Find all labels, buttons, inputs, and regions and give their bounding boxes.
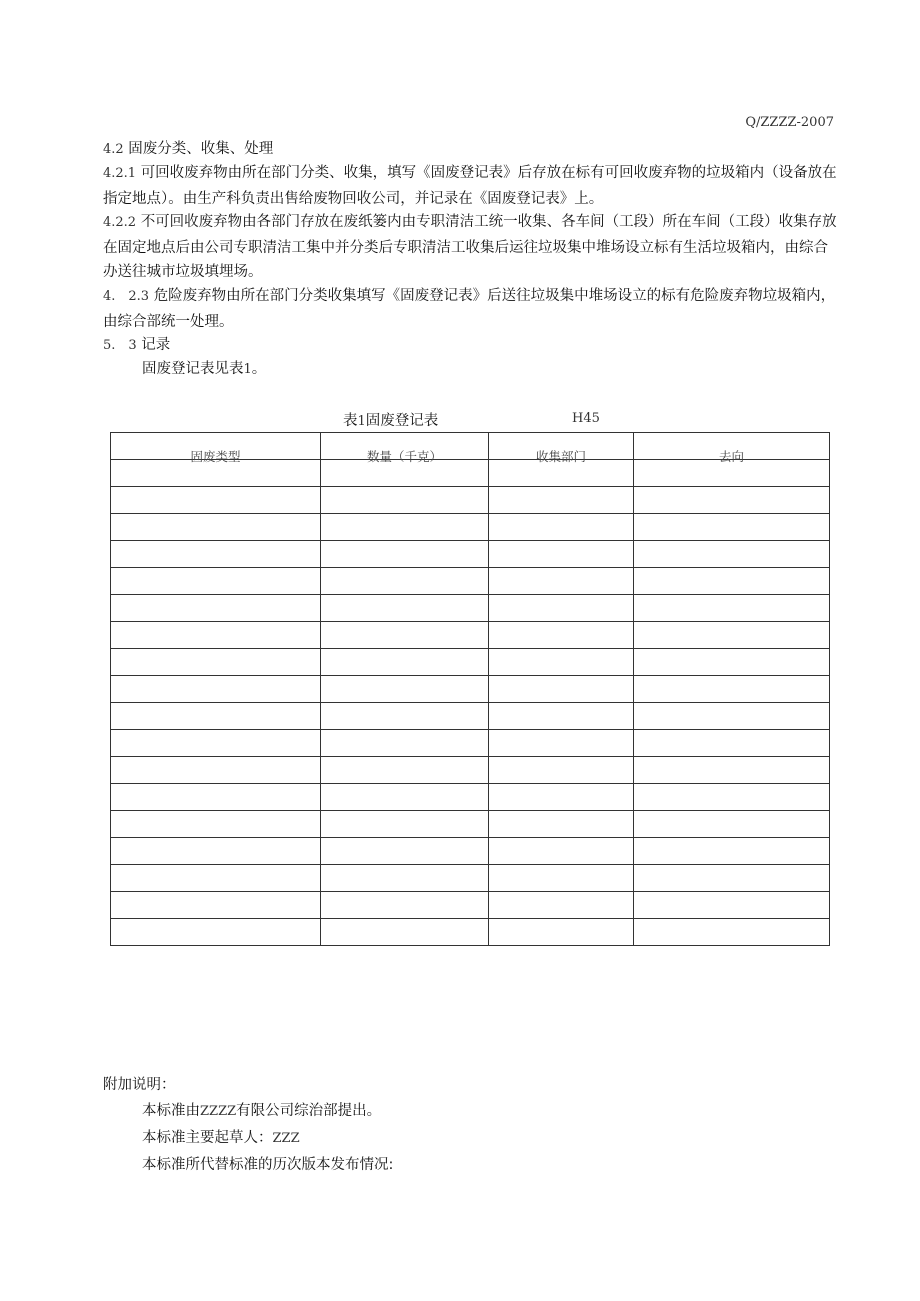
- table-cell[interactable]: [489, 622, 634, 649]
- table-caption-prefix: 表: [343, 413, 358, 429]
- record-reference-text: 固废登记表见表: [142, 361, 244, 377]
- note-history: 本标准所代替标准的历次版本发布情况:: [142, 1157, 394, 1173]
- table-cell[interactable]: [634, 784, 830, 811]
- table-cell[interactable]: [321, 703, 489, 730]
- note-proposer: [142, 1099, 381, 1120]
- table-cell[interactable]: [321, 676, 489, 703]
- note-drafter-name: ZZZ: [272, 1131, 300, 1146]
- note-drafter: [142, 1126, 300, 1147]
- table-cell[interactable]: [489, 919, 634, 946]
- table-cell[interactable]: [321, 757, 489, 784]
- table-cell[interactable]: [321, 649, 489, 676]
- table-cell[interactable]: [489, 514, 634, 541]
- table-caption-number: 1: [357, 414, 366, 429]
- table-cell[interactable]: [111, 568, 321, 595]
- table-row: [111, 838, 830, 865]
- table-cell[interactable]: [634, 757, 830, 784]
- table-cell[interactable]: [634, 487, 830, 514]
- table-row: [111, 757, 830, 784]
- table-row: [111, 595, 830, 622]
- table-row: [111, 622, 830, 649]
- section-4-2-3: [103, 284, 837, 334]
- section-number: 4. 2.3: [103, 289, 150, 304]
- section-4-2: [103, 137, 837, 163]
- table-caption: [343, 409, 438, 430]
- table-cell[interactable]: [111, 784, 321, 811]
- section-number: 5. 3: [103, 338, 137, 353]
- table-row: [111, 784, 830, 811]
- column-header-destination: 去向: [634, 433, 830, 460]
- table-cell[interactable]: [321, 919, 489, 946]
- table-caption-title: 固废登记表: [365, 413, 439, 429]
- table-cell[interactable]: [634, 892, 830, 919]
- table-cell[interactable]: [321, 892, 489, 919]
- section-text: 危险废弃物由所在部门分类收集填写《固废登记表》后送往垃圾集中堆场设立的标有危险废弃物垃圾箱内，由综合部统一处理。: [103, 288, 836, 330]
- table-cell[interactable]: [321, 838, 489, 865]
- table-cell[interactable]: [489, 649, 634, 676]
- section-number: 4.2.2: [103, 215, 137, 230]
- table-cell[interactable]: [489, 703, 634, 730]
- table-row: [111, 919, 830, 946]
- table-cell[interactable]: [111, 487, 321, 514]
- table-cell[interactable]: [111, 541, 321, 568]
- record-reference: [142, 357, 266, 382]
- table-cell[interactable]: [321, 541, 489, 568]
- table-cell[interactable]: [111, 811, 321, 838]
- table-row: [111, 892, 830, 919]
- table-cell[interactable]: [111, 676, 321, 703]
- table-cell[interactable]: [489, 784, 634, 811]
- table-row: [111, 487, 830, 514]
- table-cell[interactable]: [321, 730, 489, 757]
- table-cell[interactable]: [111, 649, 321, 676]
- table-row: [111, 649, 830, 676]
- table-cell[interactable]: [634, 541, 830, 568]
- column-header-quantity: 数量（千克）: [321, 433, 489, 460]
- table-cell[interactable]: [634, 865, 830, 892]
- table-cell[interactable]: [634, 919, 830, 946]
- table-cell[interactable]: [489, 811, 634, 838]
- table-cell[interactable]: [321, 595, 489, 622]
- table-cell[interactable]: [489, 838, 634, 865]
- table-cell[interactable]: [489, 487, 634, 514]
- table-cell[interactable]: [634, 676, 830, 703]
- column-header-department: 收集部门: [489, 433, 634, 460]
- section-text: 可回收废弃物由所在部门分类、收集，填写《固废登记表》后存放在标有可回收废弃物的垃圾箱内（设备放在指定地点）。由生产科负责出售给废物回收公司，并记录在《固废登记表》上。: [103, 165, 837, 207]
- table-cell[interactable]: [489, 892, 634, 919]
- table-cell[interactable]: [634, 622, 830, 649]
- table-row: [111, 568, 830, 595]
- table-cell[interactable]: [321, 622, 489, 649]
- note-proposer-prefix: 本标准由: [142, 1103, 200, 1119]
- record-reference-number: 1: [243, 362, 252, 377]
- table-cell[interactable]: [111, 757, 321, 784]
- table-cell[interactable]: [321, 784, 489, 811]
- column-header-waste-type: 固废类型: [111, 433, 321, 460]
- table-cell[interactable]: [489, 541, 634, 568]
- table-row: [111, 676, 830, 703]
- table-cell[interactable]: [634, 730, 830, 757]
- section-4-2-1: [103, 161, 837, 211]
- table-cell[interactable]: [489, 676, 634, 703]
- table-row: [111, 514, 830, 541]
- waste-register-table: [110, 432, 830, 946]
- table-body: [111, 460, 830, 946]
- notes-title: 附加说明：: [103, 1077, 176, 1093]
- document-code: Q/ZZZZ-2007: [745, 115, 834, 130]
- table-cell[interactable]: [489, 568, 634, 595]
- note-proposer-org: ZZZZ: [200, 1104, 237, 1119]
- table-cell[interactable]: [634, 514, 830, 541]
- table-row: [111, 703, 830, 730]
- form-code: H45: [572, 411, 600, 426]
- table-cell[interactable]: [111, 595, 321, 622]
- table-cell[interactable]: [111, 865, 321, 892]
- table-cell[interactable]: [634, 568, 830, 595]
- section-number: 4.2: [103, 142, 124, 157]
- section-text: 不可回收废弃物由各部门存放在废纸篓内由专职清洁工统一收集、各车间（工段）所在车间（工段）收集存放在固定地点后由公司专职清洁工集中并分类后专职清洁工收集后运往垃圾集中堆场设立标有生活垃圾箱内，由综合办送往城市垃圾填埋场。: [103, 214, 837, 280]
- table-cell[interactable]: [489, 595, 634, 622]
- table-row: [111, 730, 830, 757]
- table-cell[interactable]: [321, 568, 489, 595]
- table-cell[interactable]: [489, 757, 634, 784]
- table-cell[interactable]: [111, 703, 321, 730]
- table-cell[interactable]: [634, 595, 830, 622]
- note-drafter-prefix: 本标准主要起草人：: [142, 1130, 273, 1146]
- table-cell[interactable]: [111, 919, 321, 946]
- table-cell[interactable]: [111, 730, 321, 757]
- record-reference-suffix: 。: [251, 361, 267, 377]
- section-5-3: [103, 333, 837, 359]
- note-proposer-suffix: 有限公司综治部提出。: [236, 1103, 382, 1119]
- table-cell[interactable]: [111, 838, 321, 865]
- section-text: 记录: [141, 337, 171, 353]
- table-row: [111, 811, 830, 838]
- table-cell[interactable]: [321, 487, 489, 514]
- section-text: 固废分类、收集、处理: [128, 141, 274, 157]
- table-row: [111, 865, 830, 892]
- table-cell[interactable]: [489, 865, 634, 892]
- table-row: [111, 541, 830, 568]
- table-cell[interactable]: [634, 649, 830, 676]
- table-cell[interactable]: [634, 703, 830, 730]
- section-number: 4.2.1: [103, 166, 137, 181]
- table-cell[interactable]: [634, 838, 830, 865]
- table-cell[interactable]: [489, 730, 634, 757]
- table-header-row: [111, 433, 830, 460]
- table-cell[interactable]: [111, 514, 321, 541]
- table-cell[interactable]: [111, 622, 321, 649]
- section-4-2-2: [103, 210, 837, 285]
- table-cell[interactable]: [321, 865, 489, 892]
- table-cell[interactable]: [321, 811, 489, 838]
- table-cell[interactable]: [111, 892, 321, 919]
- table-cell[interactable]: [321, 514, 489, 541]
- table-cell[interactable]: [634, 811, 830, 838]
